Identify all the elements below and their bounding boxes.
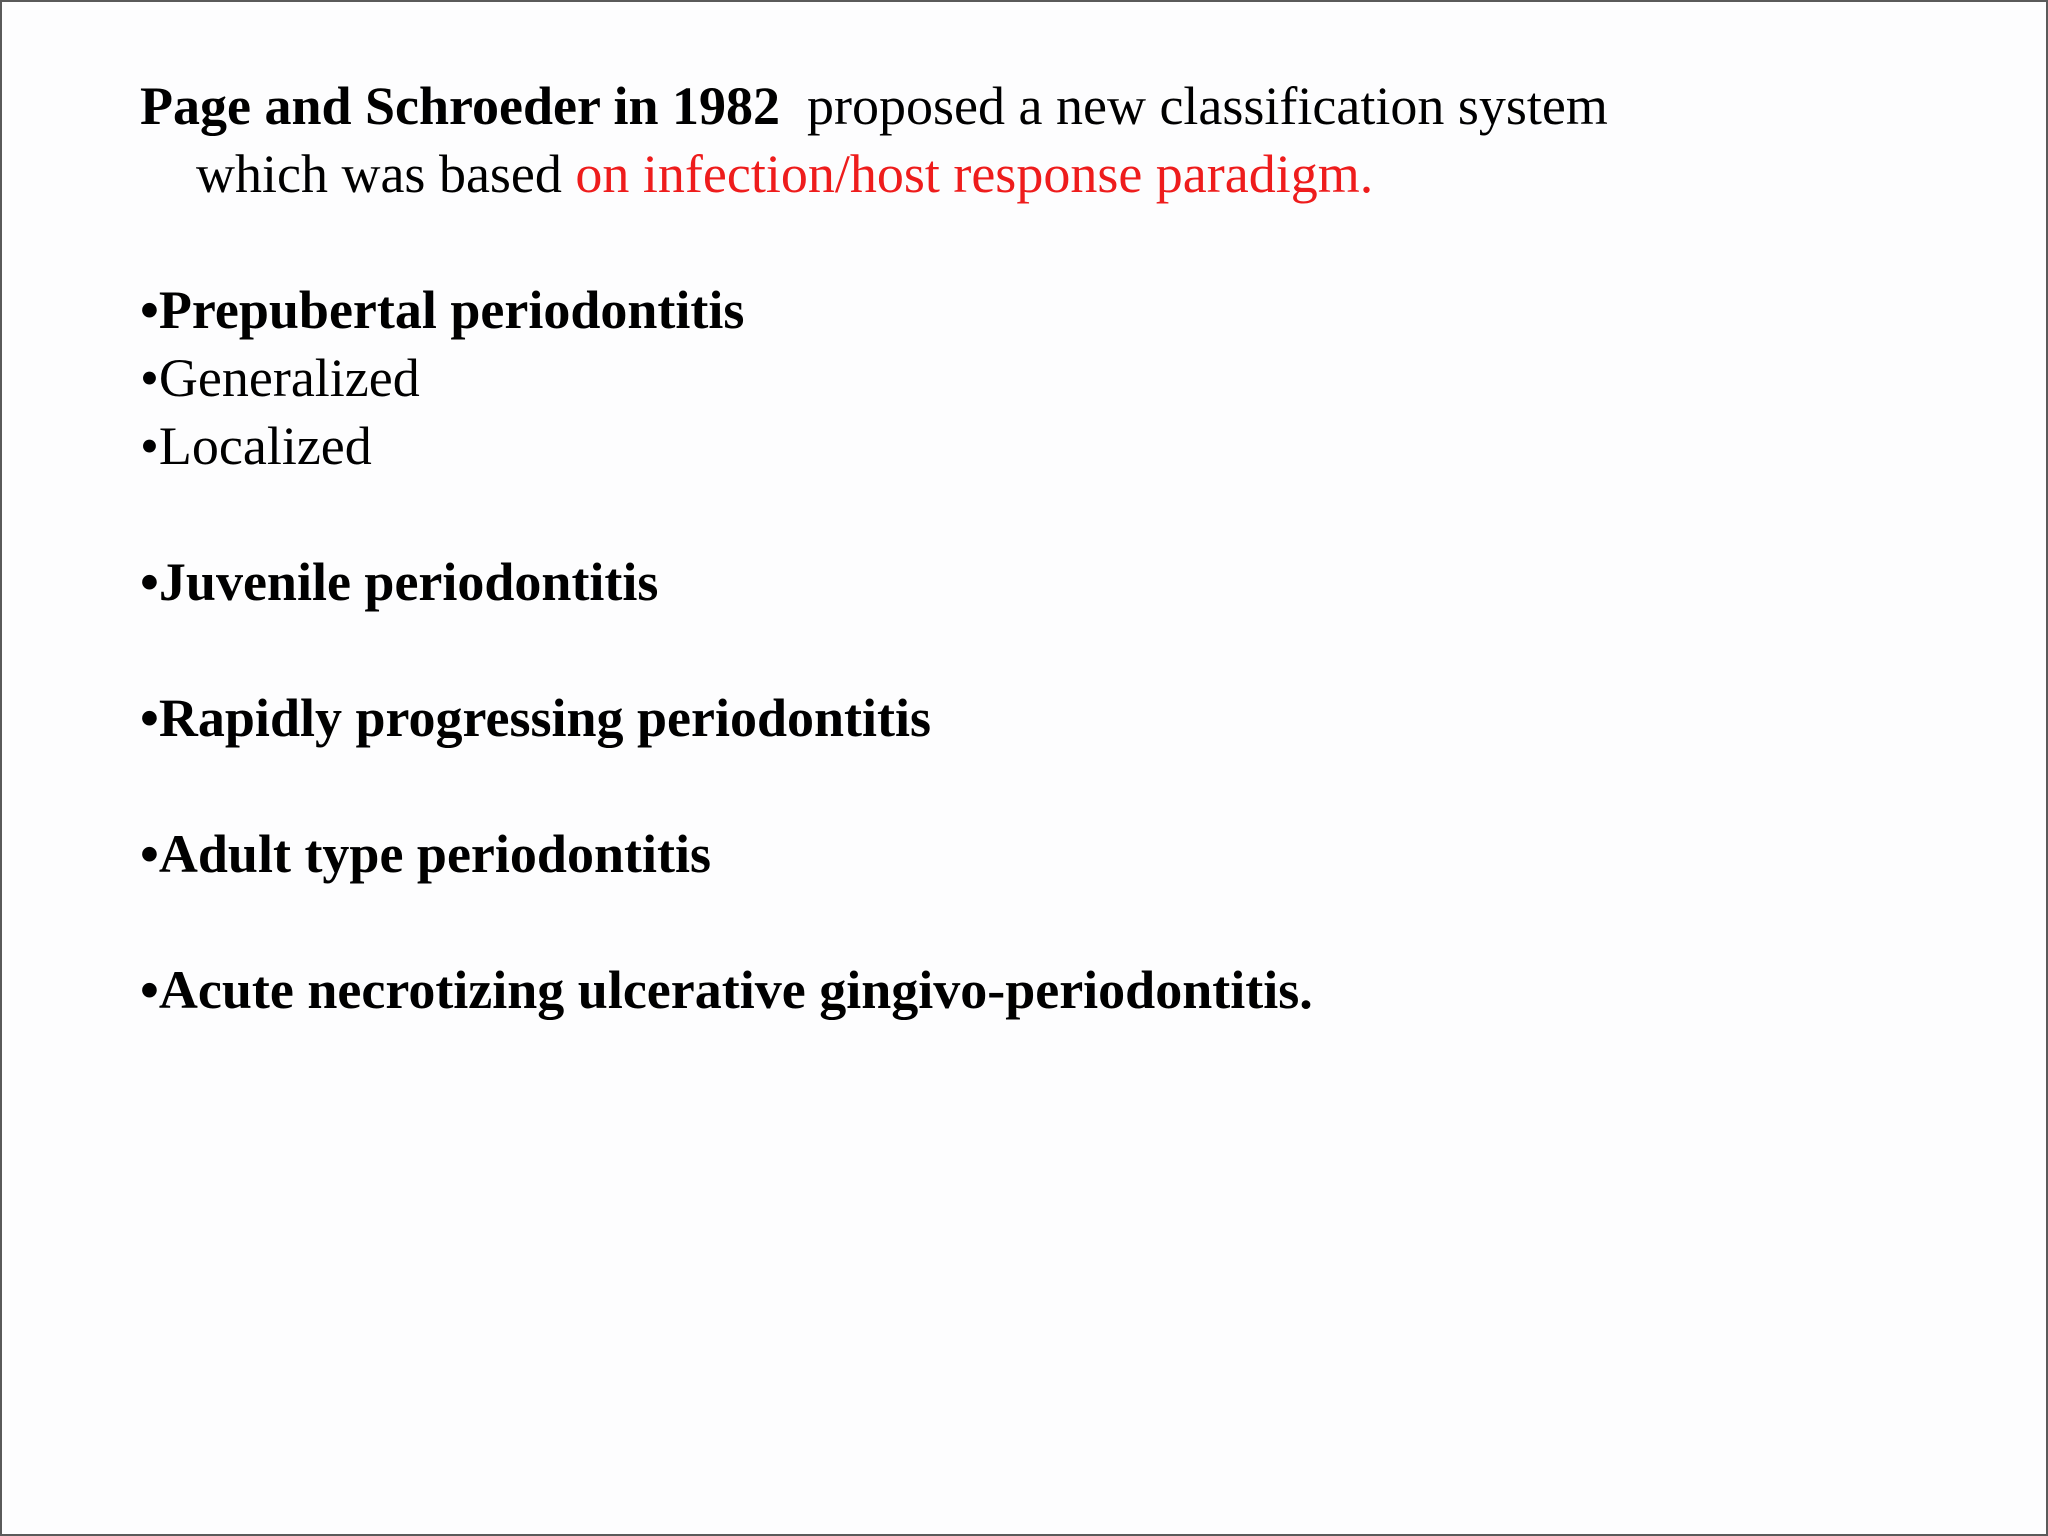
list-item-label: Generalized bbox=[158, 348, 420, 408]
list-item-generalized bbox=[140, 344, 1940, 412]
list-item-anug bbox=[140, 956, 1940, 1024]
spacer bbox=[140, 480, 1940, 548]
intro-line2-normal-text: which was based bbox=[196, 144, 562, 204]
spacer bbox=[140, 616, 1940, 684]
list-item-label: Localized bbox=[158, 416, 372, 476]
list-item-adult-type bbox=[140, 820, 1940, 888]
bullet-icon: • bbox=[140, 552, 159, 612]
intro-line-2 bbox=[140, 140, 1940, 208]
list-item-rapidly-progressing bbox=[140, 684, 1940, 752]
bullet-icon: • bbox=[140, 824, 159, 884]
bullet-icon: • bbox=[140, 348, 159, 408]
bullet-icon: • bbox=[140, 280, 159, 340]
list-item-label: Adult type periodontitis bbox=[158, 824, 711, 884]
intro-normal-text: proposed a new classification system bbox=[807, 76, 1608, 136]
list-item-prepubertal bbox=[140, 276, 1940, 344]
list-item-label: Juvenile periodontitis bbox=[158, 552, 659, 612]
intro-highlight-text: on infection/host response paradigm. bbox=[575, 144, 1374, 204]
list-item-localized bbox=[140, 412, 1940, 480]
list-item-label: Rapidly progressing periodontitis bbox=[158, 688, 932, 748]
spacer bbox=[140, 888, 1940, 956]
intro-bold-text: Page and Schroeder in 1982 bbox=[140, 76, 781, 136]
bullet-icon: • bbox=[140, 416, 159, 476]
classification-list bbox=[140, 276, 1940, 1024]
bullet-icon: • bbox=[140, 688, 159, 748]
slide-content bbox=[140, 72, 1940, 1024]
spacer bbox=[140, 752, 1940, 820]
list-item-juvenile bbox=[140, 548, 1940, 616]
list-item-label: Acute necrotizing ulcerative gingivo-periodontitis. bbox=[158, 960, 1313, 1020]
intro-paragraph bbox=[140, 72, 1940, 208]
bullet-icon: • bbox=[140, 960, 159, 1020]
list-item-label: Prepubertal periodontitis bbox=[158, 280, 745, 340]
